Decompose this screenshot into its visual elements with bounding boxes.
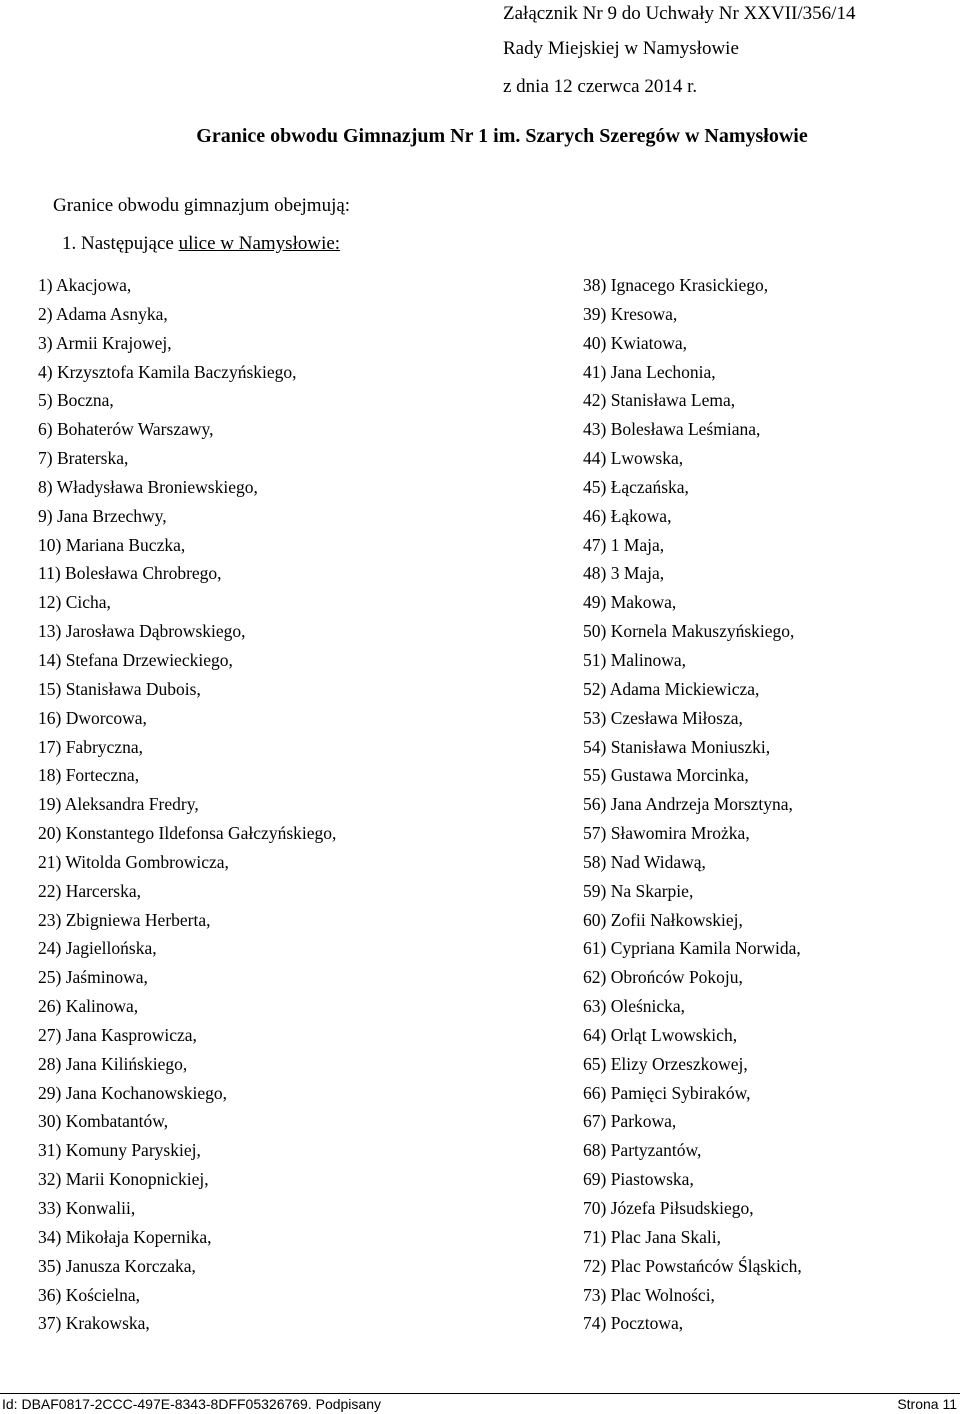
- street-item: 41) Jana Lechonia,: [583, 361, 716, 382]
- street-item: 21) Witolda Gombrowicza,: [38, 851, 229, 872]
- street-item: 22) Harcerska,: [38, 880, 142, 901]
- page-number: Strona 11: [897, 1396, 957, 1412]
- header-line-1: Załącznik Nr 9 do Uchwały Nr XXVII/356/14: [503, 3, 856, 24]
- street-item: 62) Obrońców Pokoju,: [583, 967, 743, 988]
- street-item: 5) Boczna,: [38, 390, 114, 411]
- section-heading: [62, 232, 340, 256]
- street-item: 55) Gustawa Morcinka,: [583, 765, 749, 786]
- section-number: 1.: [62, 233, 77, 254]
- street-item: 9) Jana Brzechwy,: [38, 505, 167, 526]
- street-item: 51) Malinowa,: [583, 649, 687, 670]
- street-item: 73) Plac Wolności,: [583, 1284, 715, 1305]
- street-item: 19) Aleksandra Fredry,: [38, 794, 199, 815]
- street-item: 48) 3 Maja,: [583, 563, 665, 584]
- street-item: 64) Orląt Lwowskich,: [583, 1024, 738, 1045]
- header-line-3: z dnia 12 czerwca 2014 r.: [503, 76, 698, 97]
- street-item: 57) Sławomira Mrożka,: [583, 823, 750, 844]
- street-item: 2) Adama Asnyka,: [38, 303, 168, 324]
- street-item: 23) Zbigniewa Herberta,: [38, 909, 211, 930]
- street-item: 37) Krakowska,: [38, 1313, 150, 1334]
- street-item: 28) Jana Kilińskiego,: [38, 1053, 188, 1074]
- street-item: 71) Plac Jana Skali,: [583, 1226, 722, 1247]
- document-title: Granice obwodu Gimnazjum Nr 1 im. Szarych Szeregów w Namysłowie: [196, 125, 808, 147]
- street-item: 52) Adama Mickiewicza,: [583, 678, 760, 699]
- street-item: 45) Łączańska,: [583, 476, 689, 497]
- street-item: 35) Janusza Korczaka,: [38, 1255, 196, 1276]
- street-list-left: [38, 273, 538, 1340]
- street-item: 40) Kwiatowa,: [583, 332, 688, 353]
- page-footer: [0, 1393, 960, 1414]
- street-item: 53) Czesława Miłosza,: [583, 707, 743, 728]
- document-id: Id: DBAF0817-2CCC-497E-8343-8DFF05326769. Podpisany: [2, 1396, 381, 1412]
- street-item: 42) Stanisława Lema,: [583, 390, 736, 411]
- street-item: 67) Parkowa,: [583, 1111, 677, 1132]
- street-item: 49) Makowa,: [583, 592, 677, 613]
- street-item: 44) Lwowska,: [583, 448, 684, 469]
- street-item: 11) Bolesława Chrobrego,: [38, 563, 222, 584]
- street-item: 56) Jana Andrzeja Morsztyna,: [583, 794, 793, 815]
- street-item: 61) Cypriana Kamila Norwida,: [583, 938, 801, 959]
- street-item: 25) Jaśminowa,: [38, 967, 148, 988]
- street-item: 66) Pamięci Sybiraków,: [583, 1082, 751, 1103]
- street-item: 33) Konwalii,: [38, 1198, 136, 1218]
- street-item: 10) Mariana Buczka,: [38, 534, 186, 555]
- street-item: 31) Komuny Paryskiej,: [38, 1140, 201, 1161]
- street-item: 50) Kornela Makuszyńskiego,: [583, 621, 795, 642]
- street-item: 17) Fabryczna,: [38, 736, 143, 757]
- street-item: 7) Braterska,: [38, 448, 129, 469]
- street-item: 30) Kombatantów,: [38, 1111, 169, 1132]
- street-item: 43) Bolesława Leśmiana,: [583, 419, 761, 440]
- street-item: 38) Ignacego Krasickiego,: [583, 275, 769, 295]
- street-item: 60) Zofii Nałkowskiej,: [583, 909, 743, 930]
- street-item: 59) Na Skarpie,: [583, 880, 694, 901]
- header-line-2: Rady Miejskiej w Namysłowie: [503, 38, 739, 59]
- street-item: 27) Jana Kasprowicza,: [38, 1024, 197, 1045]
- street-item: 4) Krzysztofa Kamila Baczyńskiego,: [38, 361, 297, 382]
- street-item: 15) Stanisława Dubois,: [38, 678, 201, 699]
- street-item: 63) Oleśnicka,: [583, 996, 686, 1017]
- street-item: 34) Mikołaja Kopernika,: [38, 1226, 212, 1247]
- street-item: 72) Plac Powstańców Śląskich,: [583, 1255, 802, 1276]
- street-item: 39) Kresowa,: [583, 303, 678, 324]
- street-item: 54) Stanisława Moniuszki,: [583, 736, 771, 757]
- street-item: 13) Jarosława Dąbrowskiego,: [38, 621, 246, 642]
- street-item: 8) Władysława Broniewskiego,: [38, 476, 258, 497]
- street-item: 70) Józefa Piłsudskiego,: [583, 1198, 754, 1218]
- street-item: 69) Piastowska,: [583, 1169, 694, 1190]
- intro-text: Granice obwodu gimnazjum obejmują:: [53, 195, 351, 216]
- street-item: 58) Nad Widawą,: [583, 851, 706, 872]
- street-item: 68) Partyzantów,: [583, 1140, 702, 1161]
- street-item: 18) Forteczna,: [38, 765, 140, 786]
- street-item: 6) Bohaterów Warszawy,: [38, 419, 214, 440]
- street-item: 36) Kościelna,: [38, 1284, 141, 1305]
- street-item: 20) Konstantego Ildefonsa Gałczyńskiego,: [38, 823, 337, 844]
- street-item: 16) Dworcowa,: [38, 707, 147, 728]
- street-item: 1) Akacjowa,: [38, 275, 132, 295]
- street-item: 74) Pocztowa,: [583, 1313, 684, 1334]
- street-item: 47) 1 Maja,: [583, 534, 665, 555]
- street-item: 29) Jana Kochanowskiego,: [38, 1082, 228, 1103]
- street-item: 65) Elizy Orzeszkowej,: [583, 1053, 748, 1074]
- street-item: 46) Łąkowa,: [583, 505, 672, 526]
- street-item: 24) Jagiellońska,: [38, 938, 157, 959]
- street-item: 32) Marii Konopnickiej,: [38, 1169, 209, 1190]
- street-item: 12) Cicha,: [38, 592, 111, 613]
- street-item: 26) Kalinowa,: [38, 996, 139, 1017]
- street-item: 3) Armii Krajowej,: [38, 332, 172, 353]
- section-prefix: Następujące: [81, 233, 174, 254]
- street-item: 14) Stefana Drzewieckiego,: [38, 649, 233, 670]
- section-underlined: ulice w Namysłowie:: [178, 233, 341, 254]
- street-list-right: [583, 273, 953, 1340]
